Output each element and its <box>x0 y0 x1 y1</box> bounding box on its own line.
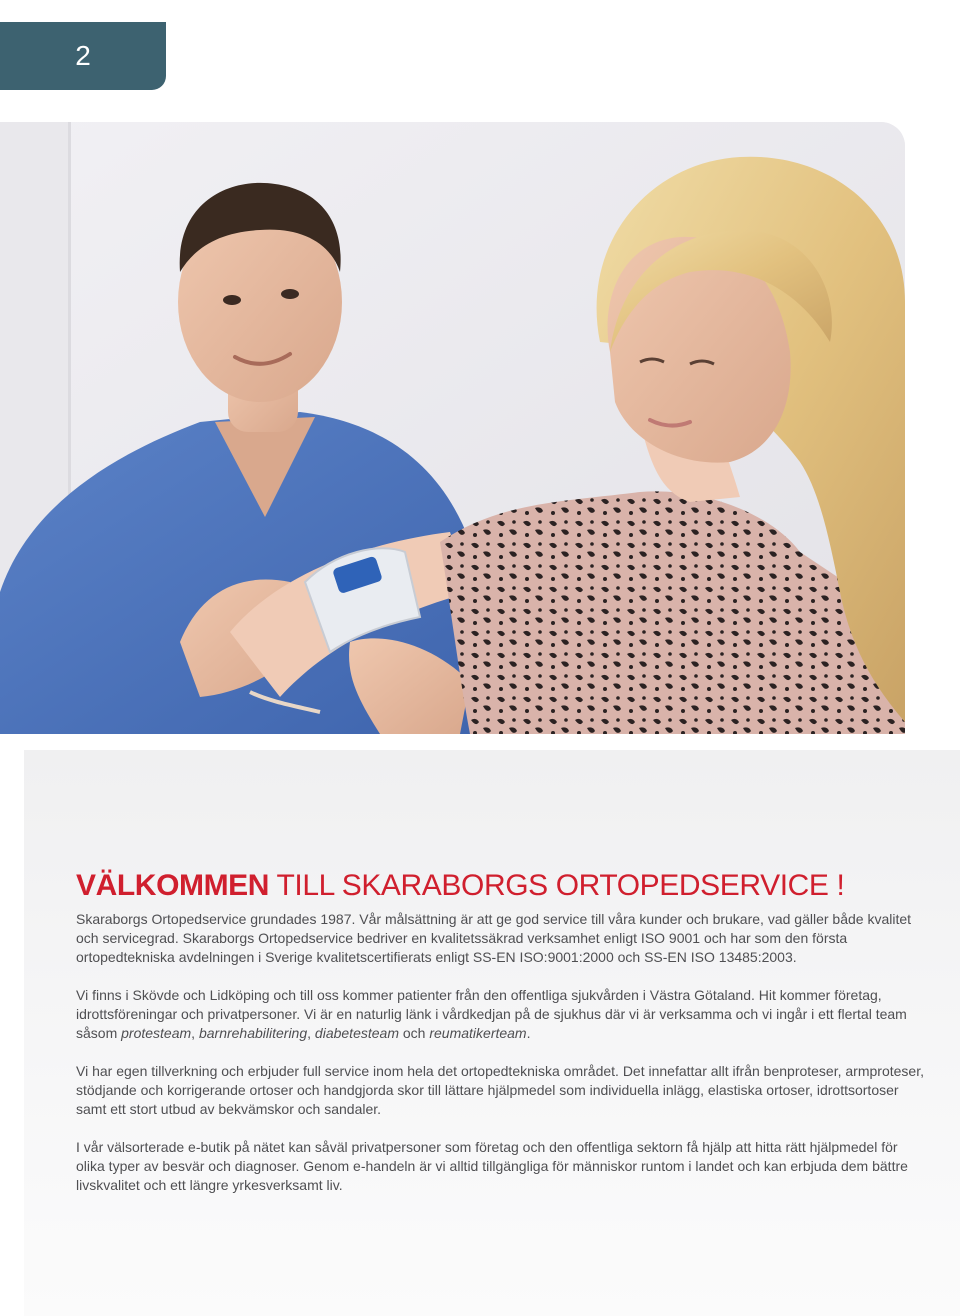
separator-1: , <box>191 1025 199 1041</box>
photo-illustration <box>0 122 905 734</box>
paragraph-eshop: I vår välsorterade e-butik på nätet kan såväl privatpersoner som företag och den offentliga sektorn få hjälp att hitta rätt hjälpmedel för olika typer av besvär och diagnoser. Genom e-handeln är vi alltid tillgängliga för människor runtom i landet och kan erbjuda dem bättre livskvalitet och ett längre yrkesverksamt liv. <box>76 1139 908 1193</box>
page-number-tab <box>0 22 166 90</box>
paragraph-history: Skaraborgs Ortopedservice grundades 1987. Vår målsättning är att ge god service till våra kunder och brukare, vad gäller både kvalitet och servicegrad. Skaraborgs Ortopedservice bedriver en kvalitetssäkrad verksamhet enligt ISO 9001 och har som den första ortopedtekniska avdelningen i Sverige kvalitetscertifierats enligt SS-EN ISO:9001:2000 och SS-EN ISO 13485:2003. <box>76 911 912 965</box>
heading-regular-words: TILL SKARABORGS ORTOPEDSERVICE ! <box>269 869 845 902</box>
welcome-heading <box>76 867 844 905</box>
separator-3: och <box>398 1025 430 1041</box>
separator-2: , <box>307 1025 315 1041</box>
body-text <box>76 910 926 1214</box>
paragraph-locations-end: . <box>526 1025 531 1041</box>
team-protesteam: protesteam <box>121 1025 192 1041</box>
welcome-content-panel <box>24 750 960 1316</box>
page-number: 2 <box>75 40 91 71</box>
paragraph-locations-intro: Vi finns i Skövde och Lidköping och till oss kommer patienter från den offentliga sjukvården i Västra Götaland. Hit kommer företag, idrottsföreningar och privatpersoner. Vi är en naturlig länk i vårdkedjan på de sjukhus där vi är verksamma och vi ingår i ett flertal team såsom <box>76 987 907 1041</box>
hero-photo <box>0 122 905 734</box>
heading-bold-word: VÄLKOMMEN <box>76 869 270 902</box>
team-diabetesteam: diabetesteam <box>314 1025 399 1041</box>
paragraph-locations <box>76 986 926 1043</box>
team-barnrehabilitering: barnrehabilitering <box>198 1025 308 1041</box>
team-reumatikerteam: reumatikerteam <box>429 1025 527 1041</box>
paragraph-manufacturing: Vi har egen tillverkning och erbjuder full service inom hela det ortopedtekniska området. Det innefattar allt ifrån benproteser, armproteser, stödjande och korrigerande ortoser och handgjorda skor till lättare hjälpmedel som individuella inlägg, elastiska ortoser, idrottsortoser samt ett stort utbud av bekvämskor och sandaler. <box>76 1063 924 1117</box>
